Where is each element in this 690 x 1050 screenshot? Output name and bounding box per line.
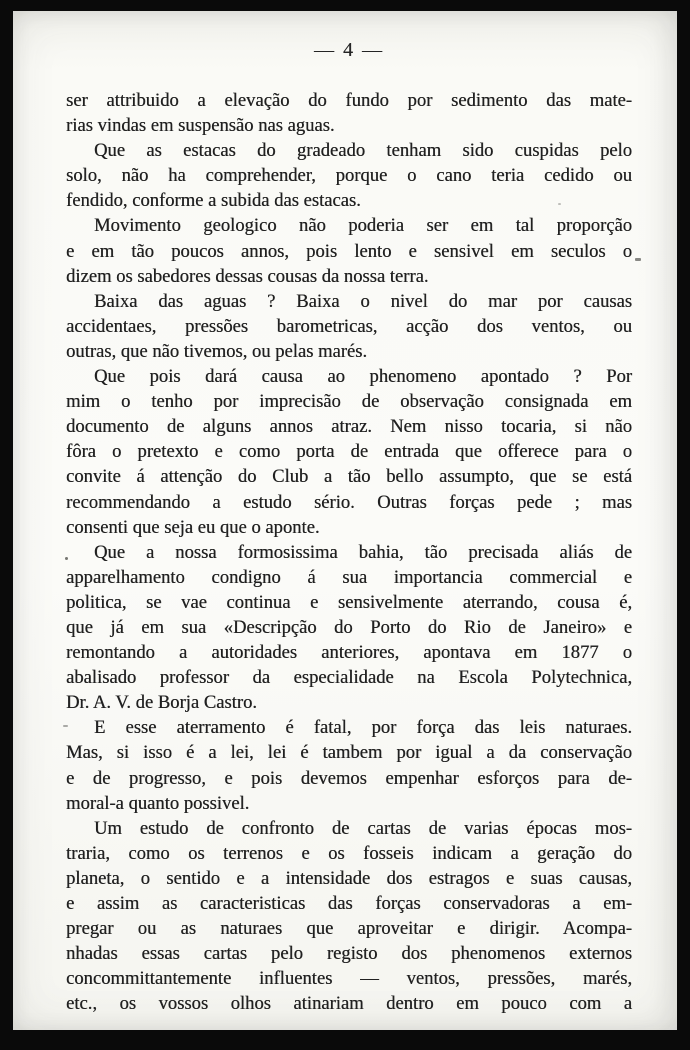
text-line: concommittantemente influentes — ventos, pressões, marés, [66, 968, 632, 990]
text-line: nhadas essas cartas pelo registo dos phenomenos externos [66, 943, 632, 965]
text-line: traria, como os terrenos e os fosseis indicam a geração do [66, 842, 632, 864]
text-line: Baixa das aguas ? Baixa o nivel do mar por causas [94, 290, 632, 312]
text-line: planeta, o sentido e a intensidade dos estragos e suas causas, [66, 867, 632, 889]
text-line: fendido, conforme a subida das estacas. [66, 190, 361, 212]
scan-artifact [63, 725, 68, 727]
text-line: Que as estacas do gradeado tenham sido cuspidas pelo [94, 140, 632, 162]
scan-artifact [558, 203, 561, 205]
text-line: politica, se vae continua e sensivelmente aterrando, cousa é, [66, 591, 632, 613]
text-line: documento de alguns annos atraz. Nem nisso tocaria, si não [66, 416, 632, 438]
text-block [66, 88, 632, 1016]
text-line: accidentaes, pressões barometricas, acção dos ventos, ou [66, 315, 632, 337]
text-line: Que a nossa formosissima bahia, tão precisada aliás de [94, 541, 632, 563]
text-line: Dr. A. V. de Borja Castro. [66, 692, 257, 714]
text-line: que já em sua «Descripção do Porto do Rio de Janeiro» e [66, 616, 632, 638]
text-line: e em tão poucos annos, pois lento e sensivel em seculos o [66, 240, 632, 262]
text-line: apparelhamento condigno á sua importancia commercial e [66, 566, 632, 588]
page-number: — 4 — [314, 39, 384, 61]
text-line: abalisado professor da especialidade na Escola Polytechnica, [66, 667, 632, 689]
text-line: solo, não ha comprehender, porque o cano teria cedido ou [66, 165, 632, 187]
text-line: Mas, si isso é a lei, lei é tambem por igual a da conservação [66, 742, 632, 764]
text-line: dizem os sabedores dessas cousas da nossa terra. [66, 265, 429, 287]
text-line: e assim as caracteristicas das forças conservadoras a em- [66, 893, 632, 914]
text-line: Movimento geologico não poderia ser em tal proporção [94, 215, 632, 237]
scan-artifact [635, 258, 641, 261]
text-line: outras, que não tivemos, ou pelas marés. [66, 340, 368, 362]
text-line: Um estudo de confronto de cartas de varias épocas mos- [94, 817, 632, 839]
text-line: e de progresso, e pois devemos empenhar esforços para de- [66, 767, 632, 789]
text-line: rias vindas em suspensão nas aguas. [66, 115, 335, 137]
text-line: mim o tenho por imprecisão de observação consignada em [66, 391, 632, 413]
text-line: E esse aterramento é fatal, por força das leis naturaes. [94, 717, 632, 739]
text-line: moral-a quanto possivel. [66, 792, 250, 814]
text-line: ser attribuido a elevação do fundo por sedimento das mate- [66, 90, 632, 111]
scan-artifact [65, 557, 68, 560]
book-page [13, 11, 677, 1030]
text-line: etc., os vossos olhos atinariam dentro em pouco com a [66, 993, 632, 1015]
text-line: fôra o pretexto e como porta de entrada que offerece para o [66, 441, 632, 463]
text-line: recommendando a estudo sério. Outras forças pede ; mas [66, 491, 632, 513]
text-line: remontando a autoridades anteriores, apontava em 1877 o [66, 642, 632, 664]
text-line: convite á attenção do Club a tão bello assumpto, que se está [66, 466, 632, 488]
text-line: pregar ou as naturaes que aproveitar e dirigir. Acompa- [66, 918, 632, 940]
text-line: consenti que seja eu que o aponte. [66, 516, 320, 538]
text-line: Que pois dará causa ao phenomeno apontado ? Por [94, 366, 632, 388]
